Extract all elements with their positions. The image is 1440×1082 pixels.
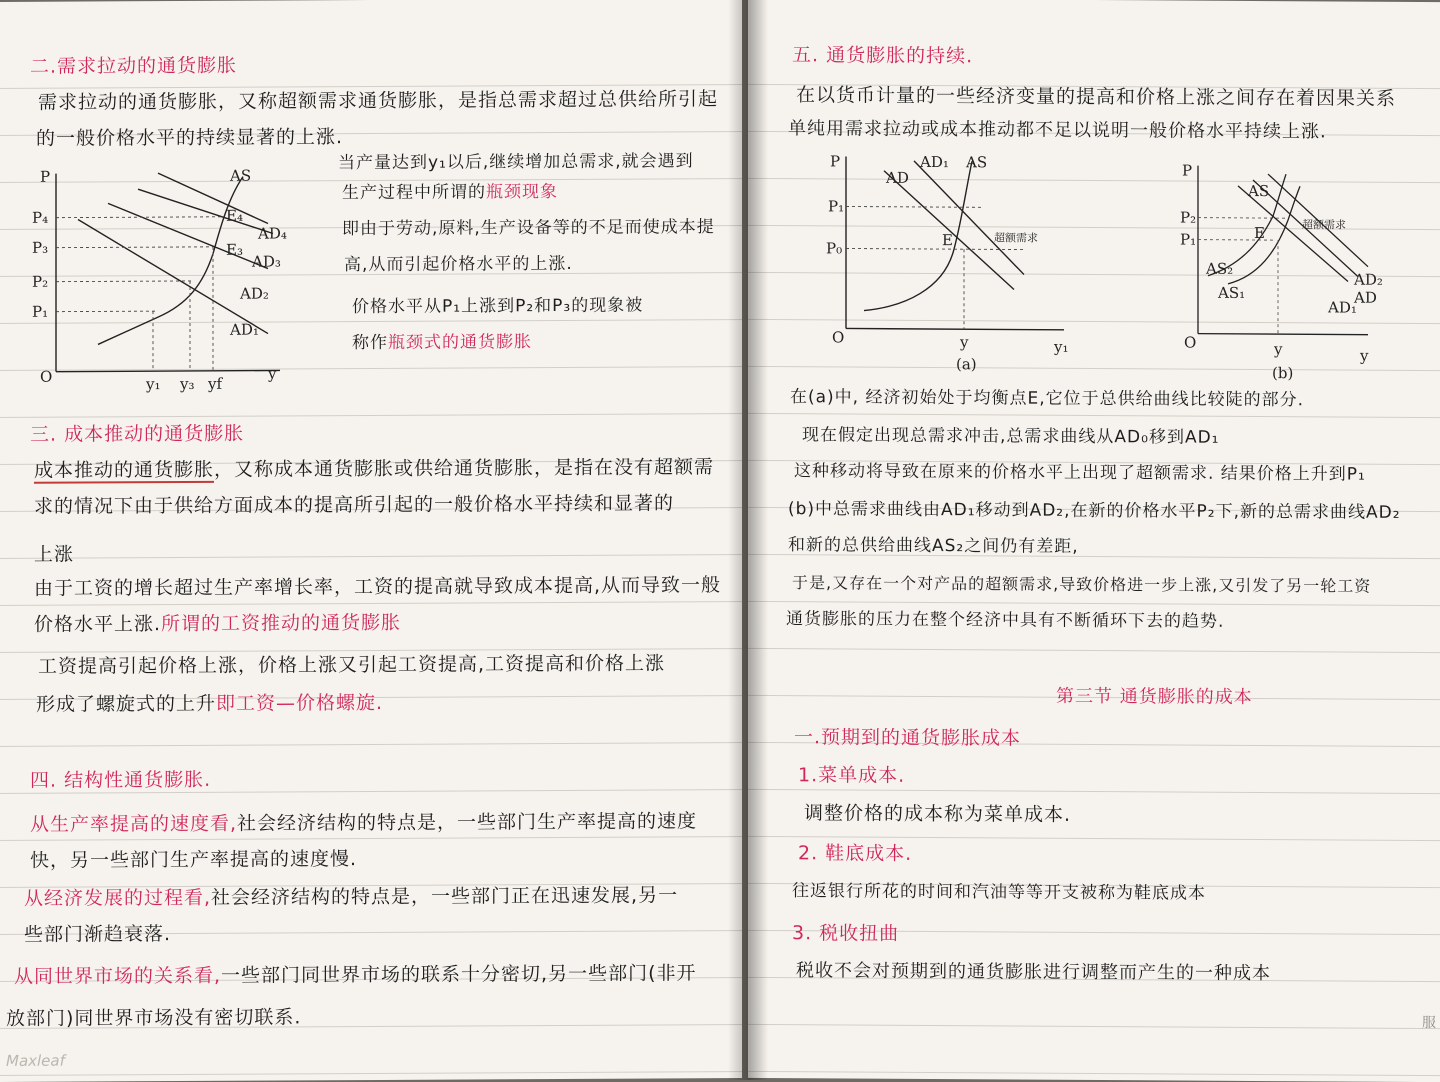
- graph-note-line-2-start: 生产过程中所谓的: [342, 182, 486, 203]
- graph-explanation-line-2: 现在假定出现总需求冲击,总需求曲线从AD₀移到AD₁: [802, 422, 1219, 451]
- world-market-view-term: 从同世界市场的关系看,: [14, 965, 221, 988]
- graph-note-line-3: 即由于劳动,原料,生产设备等的不足而使成本提: [342, 214, 715, 242]
- graph1-ad1-label: AD₁: [229, 321, 259, 339]
- graph-b-as-label: AS: [1247, 182, 1269, 200]
- section-3-paragraph-line-4: 由于工资的增长超过生产率增长率，工资的提高就导致成本提高,从而导致一般: [34, 572, 721, 602]
- graph-a-ad-label: AD: [885, 169, 909, 187]
- section-2-paragraph-line-1: 需求拉动的通货膨胀，又称超额需求通货膨胀，是指总需求超过总供给所引起: [38, 86, 718, 116]
- graph-b: [1178, 156, 1408, 387]
- graph-b-ad1-label: AD₁: [1327, 298, 1357, 316]
- graph-b-origin-label: O: [1184, 334, 1196, 352]
- graph-a-y-label: y: [959, 333, 969, 351]
- graph1-p-axis-label: P: [40, 168, 50, 186]
- section-3-paragraph-line-1: [34, 454, 714, 484]
- cost-push-term: 成本推动的通货膨胀: [34, 459, 214, 484]
- section-3-paragraph-line-2: 求的情况下由于供给方面成本的提高所引起的一般价格水平持续和显著的: [34, 490, 674, 519]
- section-3-paragraph-line-3: 上涨: [34, 542, 74, 568]
- graph-b-p2-label: P₂: [1180, 209, 1196, 227]
- section-4-paragraph-line-5-rest: 一些部门同世界市场的联系十分密切,另一些部门(非开: [221, 962, 696, 986]
- graph-b-caption: (b): [1272, 364, 1293, 382]
- graph-a: [824, 148, 1144, 380]
- bottleneck-term: 瓶颈现象: [486, 182, 558, 202]
- graph-a-caption: (a): [956, 355, 977, 373]
- development-view-term: 从经济发展的过程看,: [24, 887, 211, 910]
- graph-b-ad-label: AD: [1353, 289, 1377, 307]
- graph-a-y1-label: y₁: [1053, 338, 1068, 356]
- right-page: [748, 0, 1440, 1082]
- section-4-paragraph-line-6: 放部门)同世界市场没有密切联系.: [6, 1004, 301, 1032]
- graph1-ad3-label: AD₃: [251, 252, 281, 270]
- graph-explanation-line-7: 通货膨胀的压力在整个经济中具有不断循环下去的趋势.: [786, 606, 1224, 635]
- section-2-paragraph-line-2: 的一般价格水平的持续显著的上涨.: [36, 124, 343, 152]
- section-4-title: 四. 结构性通货膨胀.: [30, 767, 211, 794]
- graph1-as-label: AS: [229, 167, 251, 185]
- section-4-paragraph-line-3: [24, 882, 678, 911]
- graph-note-line-4: 高,从而引起价格水平的上涨.: [344, 251, 573, 278]
- graph-a-as-label: AS: [965, 153, 987, 171]
- tax-distortion-heading: 3. 税收扭曲: [792, 920, 899, 947]
- graph-a-e-label: E: [942, 231, 953, 249]
- section-2-title: 二.需求拉动的通货膨胀: [30, 53, 237, 80]
- bottleneck-inflation-term: 瓶颈式的通货膨胀: [388, 332, 532, 353]
- section-3-paragraph-line-7-start: 形成了螺旋式的上升: [36, 693, 216, 716]
- graph-b-p1-label: P₁: [1180, 231, 1196, 249]
- graph-b-as2-label: AS₂: [1205, 260, 1233, 278]
- section-3-paragraph-line-1-rest: ，又称成本通货膨胀或供给通货膨胀，是指在没有超额需: [214, 456, 714, 481]
- graph-b-p-axis-label: P: [1182, 162, 1192, 180]
- graph-a-origin-label: O: [832, 328, 844, 346]
- graph-explanation-line-1: 在(a)中, 经济初始处于均衡点E,它位于总供给曲线比较陡的部分.: [790, 384, 1304, 413]
- section-4-paragraph-line-3-rest: 社会经济结构的特点是，一些部门正在迅速发展,另一: [211, 884, 678, 908]
- graph1-origin-label: O: [40, 368, 52, 386]
- graph1-yf-label: yf: [207, 375, 223, 393]
- graph1-p1-label: P₁: [32, 303, 48, 321]
- section-3-paragraph-line-6: 工资提高引起价格上涨，价格上涨又引起工资提高,工资提高和价格上涨: [38, 650, 665, 679]
- wage-price-spiral-term: 即工资—价格螺旋.: [216, 692, 383, 715]
- section-5-paragraph-line-1: 在以货币计量的一些经济变量的提高和价格上涨之间存在着因果关系: [796, 82, 1396, 112]
- shoe-leather-cost-heading: 2. 鞋底成本.: [798, 840, 912, 867]
- graph1-p4-label: P₄: [32, 209, 48, 227]
- graph-a-p-axis-label: P: [830, 152, 840, 170]
- graph-note-line-2: [342, 179, 558, 206]
- graph1-p2-label: P₂: [32, 273, 48, 291]
- section-5-paragraph-line-2: 单纯用需求拉动或成本推动都不足以说明一般价格水平持续上涨.: [788, 116, 1327, 145]
- graph-explanation-line-3: 这种移动将导致在原来的价格水平上出现了超额需求. 结果价格上升到P₁: [794, 458, 1366, 487]
- graph1-y-axis-label: y: [267, 364, 277, 382]
- graph-b-as1-label: AS₁: [1217, 284, 1245, 302]
- section-5-title: 五. 通货膨胀的持续.: [792, 42, 973, 69]
- graph-b-y-label: y: [1273, 340, 1283, 358]
- graph-note-line-6: [352, 329, 532, 356]
- graph-a-ad1-label: AD₁: [919, 153, 949, 171]
- section-4-paragraph-line-5: [14, 960, 697, 990]
- bottleneck-inflation-graph: [18, 158, 328, 400]
- graph1-e3-label: E₃: [226, 241, 243, 259]
- graph1-ad4-label: AD₄: [257, 224, 287, 242]
- graph-a-p0-label: P₀: [826, 239, 842, 257]
- productivity-view-term: 从生产率提高的速度看,: [30, 813, 237, 836]
- graph-note-line-5: 价格水平从P₁上涨到P₂和P₃的现象被: [352, 293, 643, 321]
- section-3-paragraph-line-7: [36, 690, 383, 718]
- section-3-title: 三. 成本推动的通货膨胀: [30, 421, 244, 448]
- section-4-paragraph-line-2: 快，另一些部门生产率提高的速度慢.: [30, 846, 357, 874]
- graph-explanation-line-5: 和新的总供给曲线AS₂之间仍有差距,: [788, 532, 1079, 560]
- cost-section-1-title: 一.预期到的通货膨胀成本: [794, 724, 1021, 751]
- shoe-leather-cost-definition: 往返银行所花的时间和汽油等等开支被称为鞋底成本: [792, 878, 1206, 907]
- menu-cost-definition: 调整价格的成本称为菜单成本.: [804, 800, 1071, 828]
- chapter-3-title: 第三节 通货膨胀的成本: [1056, 684, 1253, 711]
- section-4-paragraph-line-1: [30, 808, 697, 837]
- graph1-y1-label: y₁: [145, 375, 160, 393]
- graph-explanation-line-4: (b)中总需求曲线由AD₁移动到AD₂,在新的价格水平P₂下,新的总需求曲线AD₂: [788, 496, 1401, 526]
- graph-b-e-label: E: [1254, 224, 1265, 242]
- graph-b-ad2-label: AD₂: [1353, 271, 1383, 289]
- graph1-e4-label: E₄: [226, 207, 243, 225]
- section-3-paragraph-line-5: [34, 610, 401, 638]
- graph-note-line-6-start: 称作: [352, 333, 388, 353]
- section-4-paragraph-line-4: 些部门渐趋衰落.: [24, 921, 171, 948]
- graph1-p3-label: P₃: [32, 239, 48, 257]
- graph-b-y-axis-label: y: [1359, 347, 1369, 365]
- wage-push-term: 所谓的工资推动的通货膨胀: [161, 612, 401, 635]
- tax-distortion-definition: 税收不会对预期到的通货膨胀进行调整而产生的一种成本: [796, 958, 1271, 987]
- graph-b-excess-demand-note: 超额需求: [1302, 217, 1346, 231]
- graph-a-p1-label: P₁: [828, 197, 844, 215]
- graph1-ad2-label: AD₂: [239, 285, 269, 303]
- graph-explanation-line-6: 于是,又存在一个对产品的超额需求,导致价格进一步上涨,又引发了另一轮工资: [792, 570, 1371, 600]
- page-edge-character: 服: [1422, 1012, 1436, 1032]
- notebook-brand-logo: Maxleaf: [6, 1052, 65, 1070]
- section-3-paragraph-line-5-start: 价格水平上涨.: [34, 613, 161, 636]
- graph1-y3-label: y₃: [179, 375, 194, 393]
- section-4-paragraph-line-1-rest: 社会经济结构的特点是，一些部门生产率提高的速度: [237, 810, 697, 834]
- menu-cost-heading: 1.菜单成本.: [798, 762, 905, 789]
- graph-note-line-1: 当产量达到y₁以后,继续增加总需求,就会遇到: [338, 148, 694, 176]
- graph-a-excess-demand-note: 超额需求: [994, 230, 1038, 244]
